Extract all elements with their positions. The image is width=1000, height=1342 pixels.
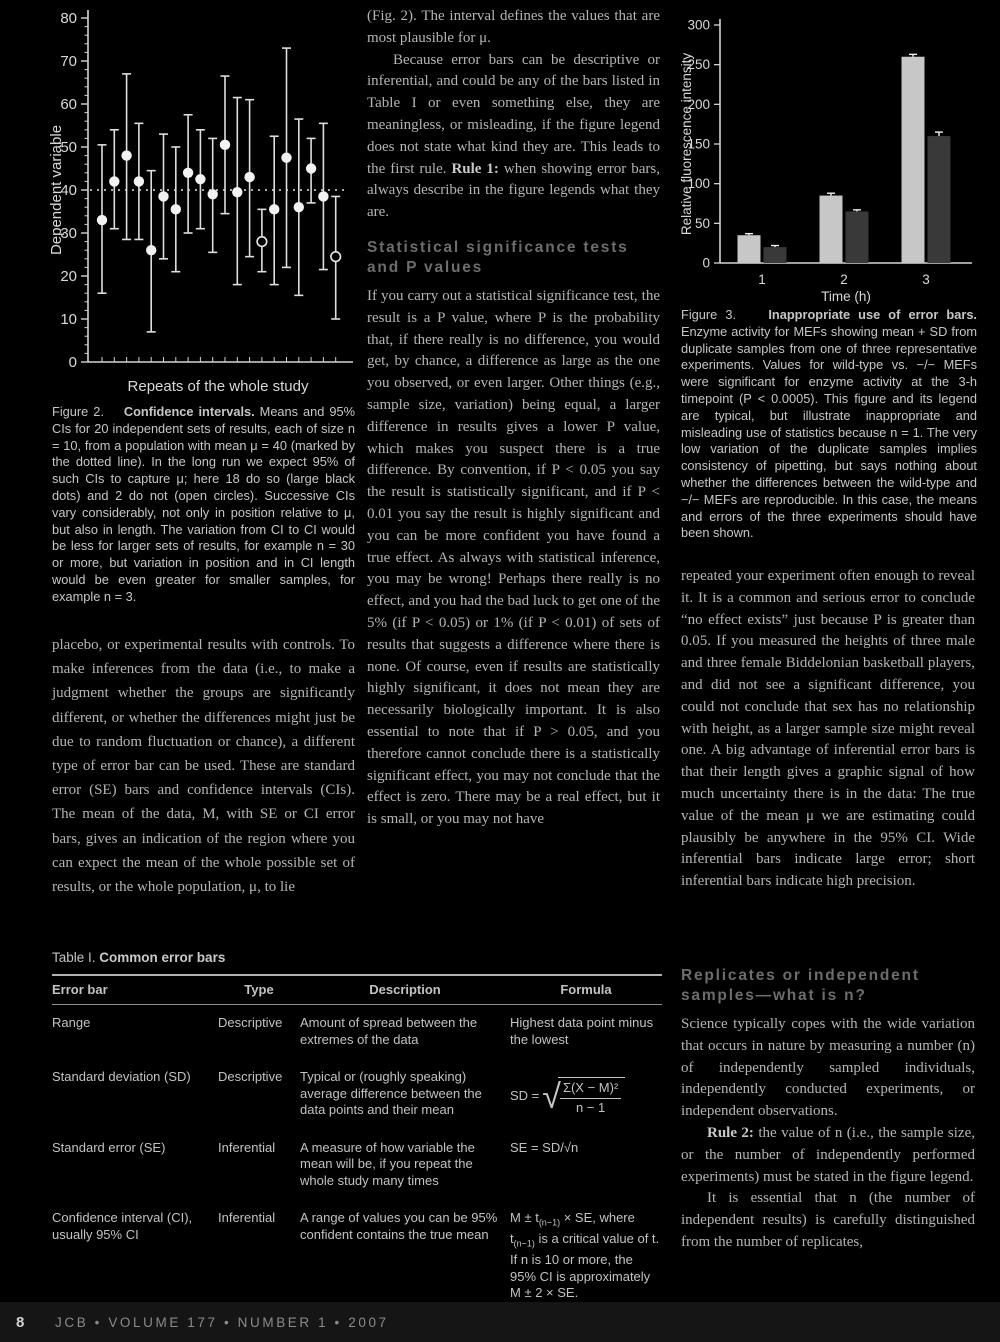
cell-formula: Highest data point minus the lowest	[510, 1015, 654, 1047]
section-heading-replicates: Replicates or independent samples—what is n?	[681, 967, 920, 1004]
bar-chart	[680, 8, 980, 308]
table-row	[52, 1005, 662, 1059]
scatter-plot	[48, 2, 358, 400]
column-header: Description	[369, 981, 441, 997]
svg-text:20: 20	[60, 268, 77, 285]
column2-text	[367, 6, 660, 831]
cell-type: Inferential	[218, 1210, 276, 1225]
svg-text:150: 150	[687, 136, 710, 152]
svg-text:40: 40	[60, 182, 77, 199]
column1-text	[52, 633, 355, 899]
cell-description: Typical or (roughly speaking) average difference between the data points and their mean	[300, 1069, 482, 1117]
svg-text:50: 50	[694, 215, 710, 231]
cell-formula-sd	[510, 1069, 662, 1119]
svg-text:50: 50	[60, 139, 77, 156]
table-row	[52, 1059, 662, 1130]
cell-description: Amount of spread between the extremes of the data	[300, 1015, 478, 1047]
radical-sign: √	[542, 1077, 561, 1116]
table-row	[52, 1200, 662, 1313]
cell-type: Inferential	[218, 1139, 276, 1155]
body-paragraph: Because error bars can be descriptive or inferential, and could be any of the bars listed in Table I or even something else, they are meaningless, or misleading, if the figure legend does not state what kind they are. This leads to the first rule. Rule 1: when showing error bars, always describe in the figure legends what they are.	[367, 51, 660, 221]
body-paragraph: (Fig. 2). The interval defines the values that are most plausible for μ.	[367, 8, 660, 46]
svg-text:200: 200	[687, 96, 710, 112]
figure3-title: Inappropriate use of error bars.	[768, 307, 977, 322]
section-heading-significance: Statistical significance tests and P values	[367, 238, 629, 276]
svg-text:3: 3	[922, 272, 930, 287]
figure2-title: Confidence intervals.	[123, 404, 255, 419]
page-footer	[0, 1302, 1000, 1342]
figure3-bar-chart	[680, 8, 980, 313]
cell-description: A measure of how variable the mean will be, if you repeat the whole study many times	[300, 1139, 475, 1188]
body-paragraph: It is essential that n (the number of independent results) is carefully distinguished from the number of replicates,	[681, 1190, 975, 1250]
body-paragraph: If you carry out a statistical significance test, the result is a P value, where P is the probability that, if there really is no difference, you would get, by chance, a difference as large as the one you observed, or even larger. Other things (e.g., sample size, variation) being equal, a larger difference in results gives a lower P value, which makes you suspect there is a true difference. By convention, if P < 0.05 you say the result is statistically significant, and if P < 0.01 you say the result is highly significant and you can be more confident you have found a true effect. As always with statistical inference, you may be wrong! Perhaps there really is no effect, and you had the bad luck to get one of the 5% (if P < 0.05) or 1% (if P < 0.01) of sets of results that suggests a difference where there is none. Of course, even if results are statistically highly significant, it does not mean they are necessarily biologically important. It is also essential to note that if P > 0.05, and you therefore cannot conclude there is a statistically significant effect, you may not conclude that the effect is zero. There may be a real effect, but it is small, or you may not have	[367, 287, 660, 828]
cell-formula-ci: $M \pm t_{(n-1)}$ × SE, where $t_{(n-1)}$ is a critical value of t. If n is 10 or more, the 95% CI is approximately M ± 2 × SE.	[510, 1210, 660, 1301]
svg-text:0: 0	[702, 255, 710, 271]
svg-text:30: 30	[60, 225, 77, 242]
body-paragraph: repeated your experiment often enough to reveal it. It is a common and serious error to conclude “no effect exists” just because P is greater than 0.05. If you measured the heights of three male and three female Biddelonian basketball players, and did not see a significant difference, you could not conclude that sex has no relationship with height, as a larger sample size might reveal one. A big advantage of inferential error bars is that their length gives a graphic signal of how much uncertainty there is in the data: The true value of the mean μ we are estimating could plausibly be anywhere in the 95% CI. Wide inferential bars indicate large error; short inferential bars indicate high precision.	[681, 568, 975, 890]
cell-description: A range of values you can be 95% confident contains the true mean	[300, 1210, 498, 1242]
body-paragraph: placebo, or experimental results with controls. To make inferences from the data (i.e., to make a judgment whether the groups are significantly different, or whether the differences might just be due to random fluctuation or chance), a different type of error bar can be used. These are standard error (SE) bars and confidence intervals (CIs). The mean of the data, M, with SE or CI error bars, gives an indication of the region where you can expect the mean of the whole possible set of results, or the whole population, μ, to lie	[52, 637, 355, 896]
cell-error-bar: Standard error (SE)	[52, 1139, 166, 1155]
figure2-caption	[52, 404, 355, 606]
svg-text:Relative fluorescence intensit: Relative fluorescence intensity	[680, 52, 694, 236]
svg-text:Repeats of the whole study: Repeats of the whole study	[127, 378, 309, 395]
figure2-body: Means and 95% CIs for 20 independent sets of results, each of size n = 10, from a population with mean μ = 40 (marked by the dotted line). In the long run we expect 95% of such CIs to capture μ; here 18 do so (large black dots) and 2 do not (open circles). Successive CIs vary considerably, not only in position relative to μ, but also in length. The variation from CI to CI would be less for larger sets of results, for example n = 30 or more, but variation in position and in CI length would be even greater for smaller samples, for example n = 3.	[52, 404, 355, 604]
svg-text:0: 0	[68, 354, 77, 371]
svg-text:100: 100	[687, 176, 710, 192]
figure3-label: Figure 3.	[681, 307, 737, 322]
sd-formula: SD = √ $\frac{\text{Σ(X − M)²}}{n - 1}$	[510, 1077, 625, 1116]
cell-error-bar: Range	[52, 1015, 91, 1030]
cell-error-bar: Confidence interval (CI), usually 95% CI	[52, 1210, 193, 1242]
figure3-caption	[681, 307, 977, 542]
svg-text:80: 80	[60, 10, 77, 27]
rule1-label: Rule 1:	[451, 160, 499, 177]
svg-text:1: 1	[758, 272, 766, 287]
column3-text	[681, 566, 975, 893]
column-header: Formula	[560, 981, 612, 997]
table-row	[52, 1130, 662, 1201]
svg-text:Time (h): Time (h)	[821, 289, 871, 304]
figure2-confidence-intervals-chart	[48, 2, 358, 405]
column-header: Type	[244, 981, 274, 997]
body-paragraph: Rule 2: the value of n (i.e., the sample size, or the number of independently performed experiments) must be stated in the figure legend.	[681, 1124, 975, 1185]
figure3-body: Enzyme activity for MEFs showing mean + SD from duplicate samples from one of three representative experiments. Values for wild-type vs. −/− MEFs were significant for enzyme activity at the 3-h timepoint (P < 0.0005). This figure and its legend are typical, but illustrate inappropriate and misleading use of statistics because n = 1. The very low variation of the duplicate samples implies consistency of pipetting, but says nothing about whether the differences between the wild-type and −/− MEFs are reproducible. In this case, the means and errors of the three experiments should have been shown.	[681, 323, 977, 541]
figure2-label: Figure 2.	[52, 404, 104, 419]
journal-line: JCB • VOLUME 177 • NUMBER 1 • 2007	[55, 1314, 389, 1330]
svg-text:70: 70	[60, 53, 77, 70]
cell-error-bar: Standard deviation (SD)	[52, 1069, 191, 1084]
cell-formula: SE = SD/√n	[510, 1139, 579, 1155]
svg-text:250: 250	[687, 57, 710, 73]
svg-text:Dependent variable: Dependent variable	[48, 124, 65, 256]
svg-text:300: 300	[687, 17, 710, 33]
svg-text:60: 60	[60, 96, 77, 113]
table-title: Table I. Common error bars	[52, 950, 226, 965]
table-header-row	[52, 976, 662, 1005]
svg-text:10: 10	[60, 311, 77, 328]
column3-block2	[681, 966, 975, 1254]
cell-type: Descriptive	[218, 1015, 283, 1030]
body-paragraph: Science typically copes with the wide variation that occurs in nature by measuring a number (n) of independently sampled individuals, independently conducted experiments, or independent observations.	[681, 1016, 975, 1120]
page-number: 8	[16, 1313, 26, 1331]
cell-type: Descriptive	[218, 1069, 283, 1084]
table-common-error-bars	[52, 950, 662, 1314]
svg-text:2: 2	[840, 272, 848, 287]
rule2-label: Rule 2:	[707, 1124, 754, 1141]
column-header: Error bar	[52, 981, 108, 997]
